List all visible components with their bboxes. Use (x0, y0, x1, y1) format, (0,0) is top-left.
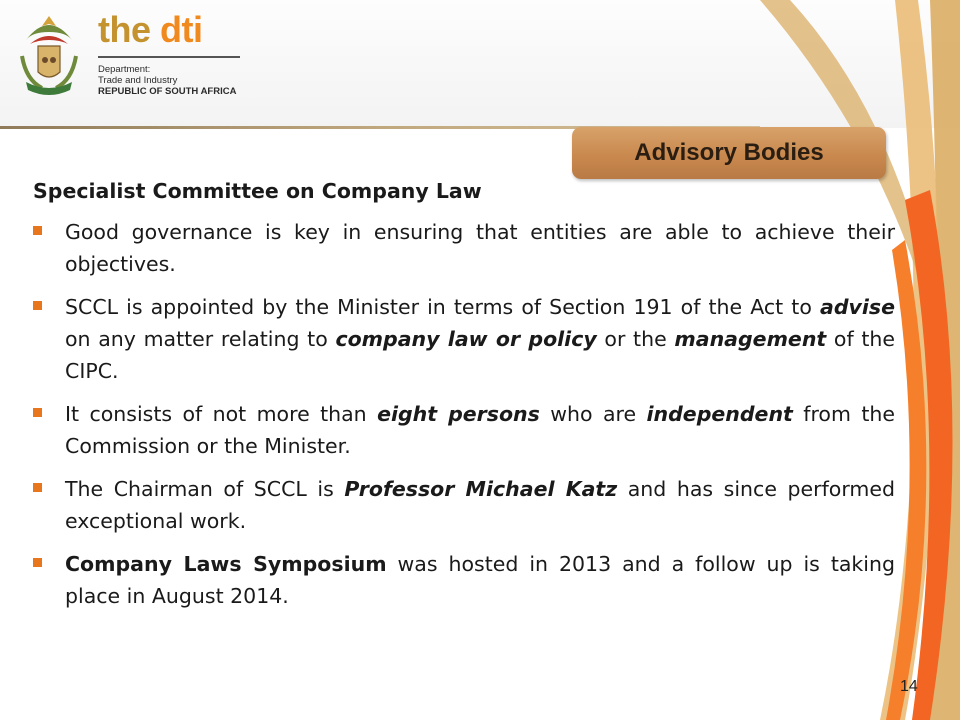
logo-dti: dti (160, 9, 203, 50)
section-tag-label: Advisory Bodies (634, 139, 824, 166)
page-number: 14 (900, 678, 918, 695)
square-bullet-icon (33, 226, 42, 235)
bullet-emphasis-advise: advise (819, 295, 895, 319)
bullet-emphasis-company-law: company law or policy (335, 327, 597, 351)
bullet-text-2d: of the CIPC. (65, 327, 895, 383)
bullet-text-4b: and has since performed exceptional work. (65, 477, 895, 533)
bullet-item (33, 216, 895, 280)
bullet-emphasis-management: management (674, 327, 827, 351)
bullet-emphasis-chairman-name: Professor Michael Katz (344, 477, 618, 501)
bullet-item (33, 548, 895, 612)
bullet-item (33, 291, 895, 387)
bullet-text-5a: was hosted in 2013 and a follow up is taking place in August 2014. (65, 552, 895, 608)
bullet-item (33, 398, 895, 462)
bullet-text-2a: SCCL is appointed by the Minister in terms of Section 191 of the Act to (65, 295, 820, 319)
section-tag (572, 127, 886, 179)
bullet-text-4a: The Chairman of SCCL is (65, 477, 345, 501)
bullet-emphasis-independent: independent (646, 402, 793, 426)
slide-content (33, 176, 895, 623)
bullet-text-3b: who are (539, 402, 647, 426)
bullet-text-2c: or the (596, 327, 675, 351)
square-bullet-icon (33, 408, 42, 417)
square-bullet-icon (33, 301, 42, 310)
bullet-text-3c: from the Commission or the Minister. (65, 402, 895, 458)
bullet-emphasis-eight-persons: eight persons (377, 402, 540, 426)
bullet-text-1: Good governance is key in ensuring that entities are able to achieve their objectives. (65, 220, 895, 276)
square-bullet-icon (33, 483, 42, 492)
logo-the: the (98, 9, 151, 50)
bullet-item (33, 473, 895, 537)
bullet-text-3a: It consists of not more than (65, 402, 378, 426)
square-bullet-icon (33, 558, 42, 567)
bullet-emphasis-symposium: Company Laws Symposium (65, 552, 387, 576)
dept-line-1: Department: (98, 64, 151, 75)
dept-line-2: Trade and Industry (98, 75, 178, 86)
bullet-text-2b: on any matter relating to (65, 327, 336, 351)
slide-title: Specialist Committee on Company Law (33, 179, 482, 203)
dept-line-3: REPUBLIC OF SOUTH AFRICA (98, 86, 237, 97)
